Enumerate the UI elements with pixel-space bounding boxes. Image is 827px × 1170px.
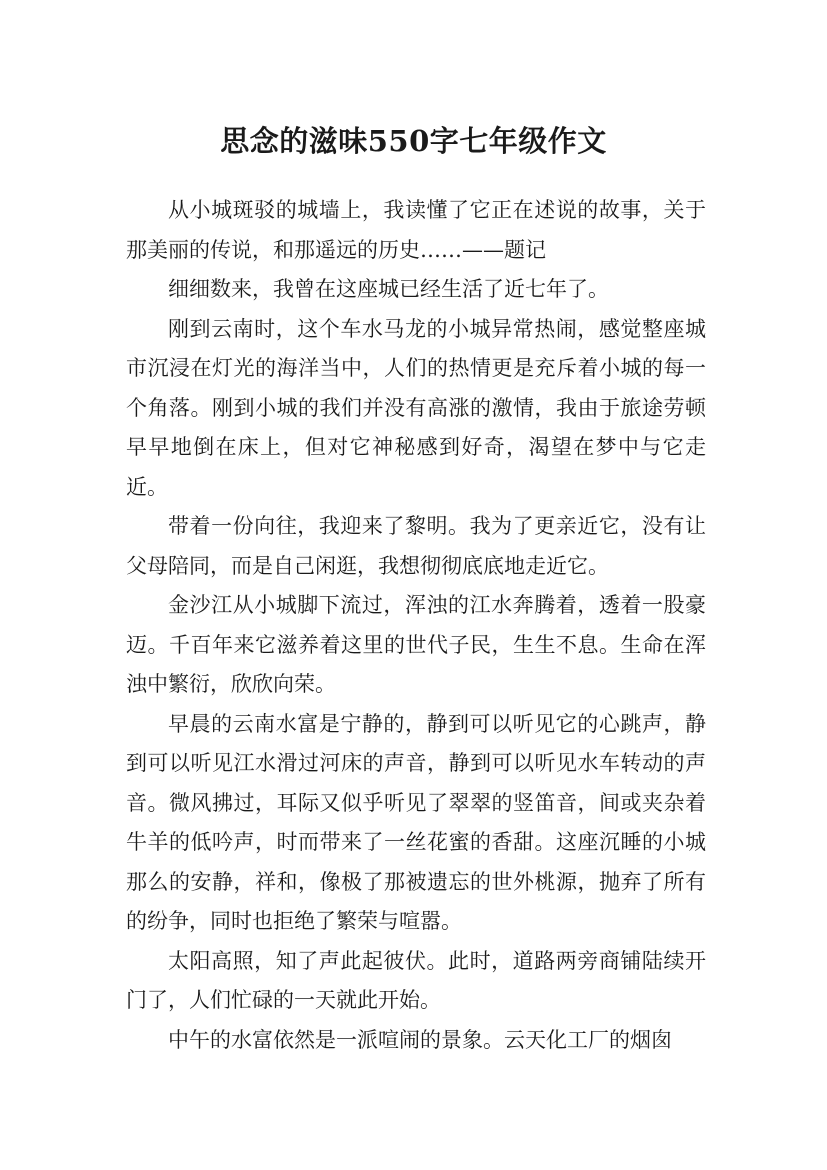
- document-body: [126, 191, 706, 1060]
- paragraph: 刚到云南时，这个车水马龙的小城异常热闹，感觉整座城市沉浸在灯光的海洋当中，人们的热情更是充斥着小城的每一个角落。刚到小城的我们并没有高涨的激情，我由于旅途劳顿早早地倒在床上，但对它神秘感到好奇，渴望在梦中与它走近。: [126, 316, 706, 499]
- paragraph-epigraph: 从小城斑驳的城墙上，我读懂了它正在述说的故事，关于那美丽的传说，和那遥远的历史……——题记: [126, 198, 706, 262]
- paragraph: 金沙江从小城脚下流过，浑浊的江水奔腾着，透着一股豪迈。千百年来它滋养着这里的世代子民，生生不息。生命在浑浊中繁衍，欣欣向荣。: [126, 593, 706, 696]
- document-title: 思念的滋味550字七年级作文: [220, 124, 607, 159]
- paragraph: 中午的水富依然是一派喧闹的景象。云天化工厂的烟囱: [168, 1027, 672, 1052]
- paragraph: 早晨的云南水富是宁静的，静到可以听见它的心跳声，静到可以听见江水滑过河床的声音，静到可以听见水车转动的声音。微风拂过，耳际又似乎听见了翠翠的竖笛音，间或夹杂着牛羊的低吟声，时而带来了一丝花蜜的香甜。这座沉睡的小城那么的安静，祥和，像极了那被遗忘的世外桃源，抛弃了所有的纷争，同时也拒绝了繁荣与喧嚣。: [126, 711, 706, 933]
- paragraph: 细细数来，我曾在这座城已经生活了近七年了。: [168, 277, 609, 301]
- paragraph: 太阳高照，知了声此起彼伏。此时，道路两旁商铺陆续开门了，人们忙碌的一天就此开始。: [126, 948, 706, 1012]
- paragraph: 带着一份向往，我迎来了黎明。我为了更亲近它，没有让父母陪同，而是自己闲逛，我想彻彻底底地走近它。: [126, 514, 706, 578]
